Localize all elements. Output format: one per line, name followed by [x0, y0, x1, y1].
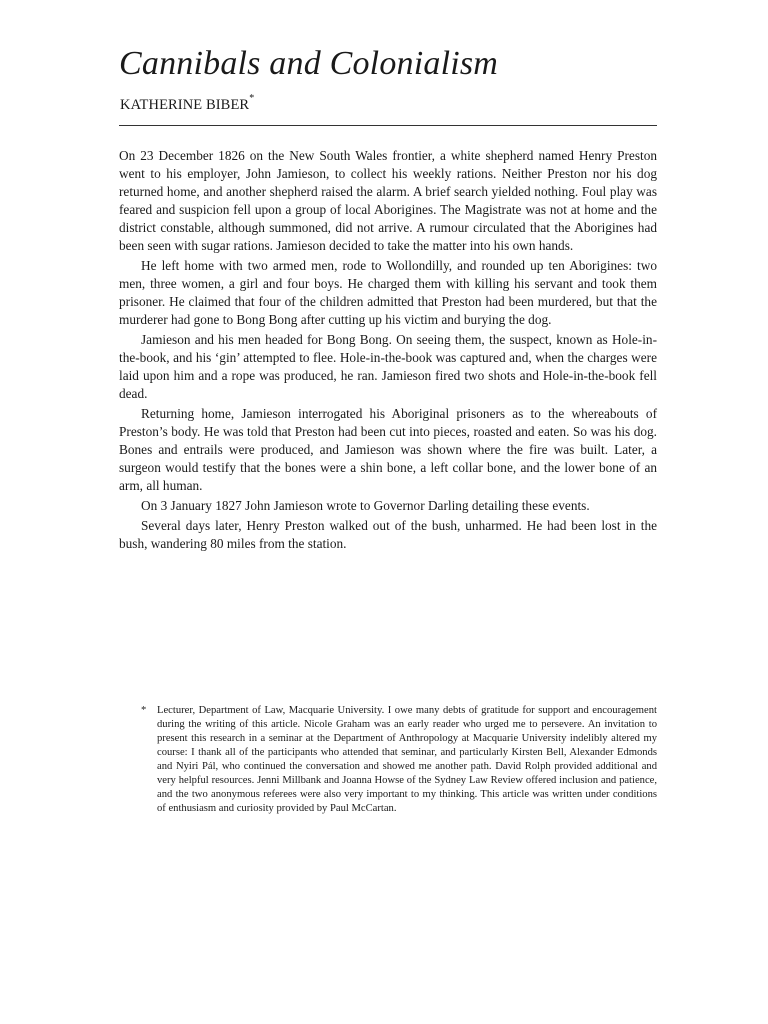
author-footnote-mark: *	[249, 93, 255, 104]
body-paragraph-6: Several days later, Henry Preston walked out of the bush, unharmed. He had been lost in the bush, wandering 80 miles from the station.	[119, 518, 657, 551]
author-name: KATHERINE BIBER	[120, 96, 250, 113]
body-paragraph-5: On 3 January 1827 John Jamieson wrote to Governor Darling detailing these events.	[141, 498, 590, 513]
footnote-text: Lecturer, Department of Law, Macquarie University. I owe many debts of gratitude for support and encouragement during the writing of this article. Nicole Graham was an early reader who urged me to persevere. An invitation to present this research in a seminar at the Department of Anthropology at Macquarie University indelibly altered my course: I thank all of the participants who attended that seminar, and particularly Kirsten Bell, Alexander Edmonds and Nyiri Pál, who continued the conversation and showed me another path. David Rolph provided additional and very helpful resources. Jenni Millbank and Joanna Howse of the Sydney Law Review offered inclusion and patience, and the two anonymous referees were also very important to my thinking. This article was written under conditions of enthusiasm and curiosity provided by Paul McCartan.	[157, 705, 657, 814]
footnote-mark: *	[141, 705, 147, 716]
body-paragraph-4: Returning home, Jamieson interrogated his Aboriginal prisoners as to the whereabouts of Preston’s body. He was told that Preston had been cut into pieces, roasted and eaten. So was his dog. Bones and entrails were produced, and Jamieson was shown where the fire was built. Later, a surgeon would testify that the bones were a shin bone, a left collar bone, and the lower bone of an arm, all human.	[119, 406, 657, 493]
body-paragraph-1: On 23 December 1826 on the New South Wales frontier, a white shepherd named Henry Preston went to his employer, John Jamieson, to collect his weekly rations. Neither Preston nor his dog returned home, and another shepherd raised the alarm. A brief search yielded nothing. Foul play was feared and suspicion fell upon a group of local Aborigines. The Magistrate was not at home and the district constable, although summoned, did not arrive. A rumour circulated that the Aborigines had been seen with sugar rations. Jamieson decided to take the matter into his own hands.	[119, 148, 657, 253]
body-paragraph-2: He left home with two armed men, rode to Wollondilly, and rounded up ten Aborigines: two men, three women, a girl and four boys. He charged them with killing his servant and took them prisoner. He claimed that four of the children admitted that Preston had been murdered, but that the murderer had gone to Bong Bong after cutting up his victim and burying the dog.	[119, 258, 657, 327]
author-footnote	[139, 704, 657, 816]
header-divider	[119, 125, 657, 126]
article-title: Cannibals and Colonialism	[119, 45, 499, 82]
article-author	[120, 92, 254, 114]
article-body	[119, 147, 657, 555]
body-paragraph-3: Jamieson and his men headed for Bong Bong. On seeing them, the suspect, known as Hole-in-the-book, and his ‘gin’ attempted to flee. Hole-in-the-book was captured and, when the charges were laid upon him and a rope was produced, he ran. Jamieson fired two shots and Hole-in-the-book fell dead.	[119, 332, 657, 401]
